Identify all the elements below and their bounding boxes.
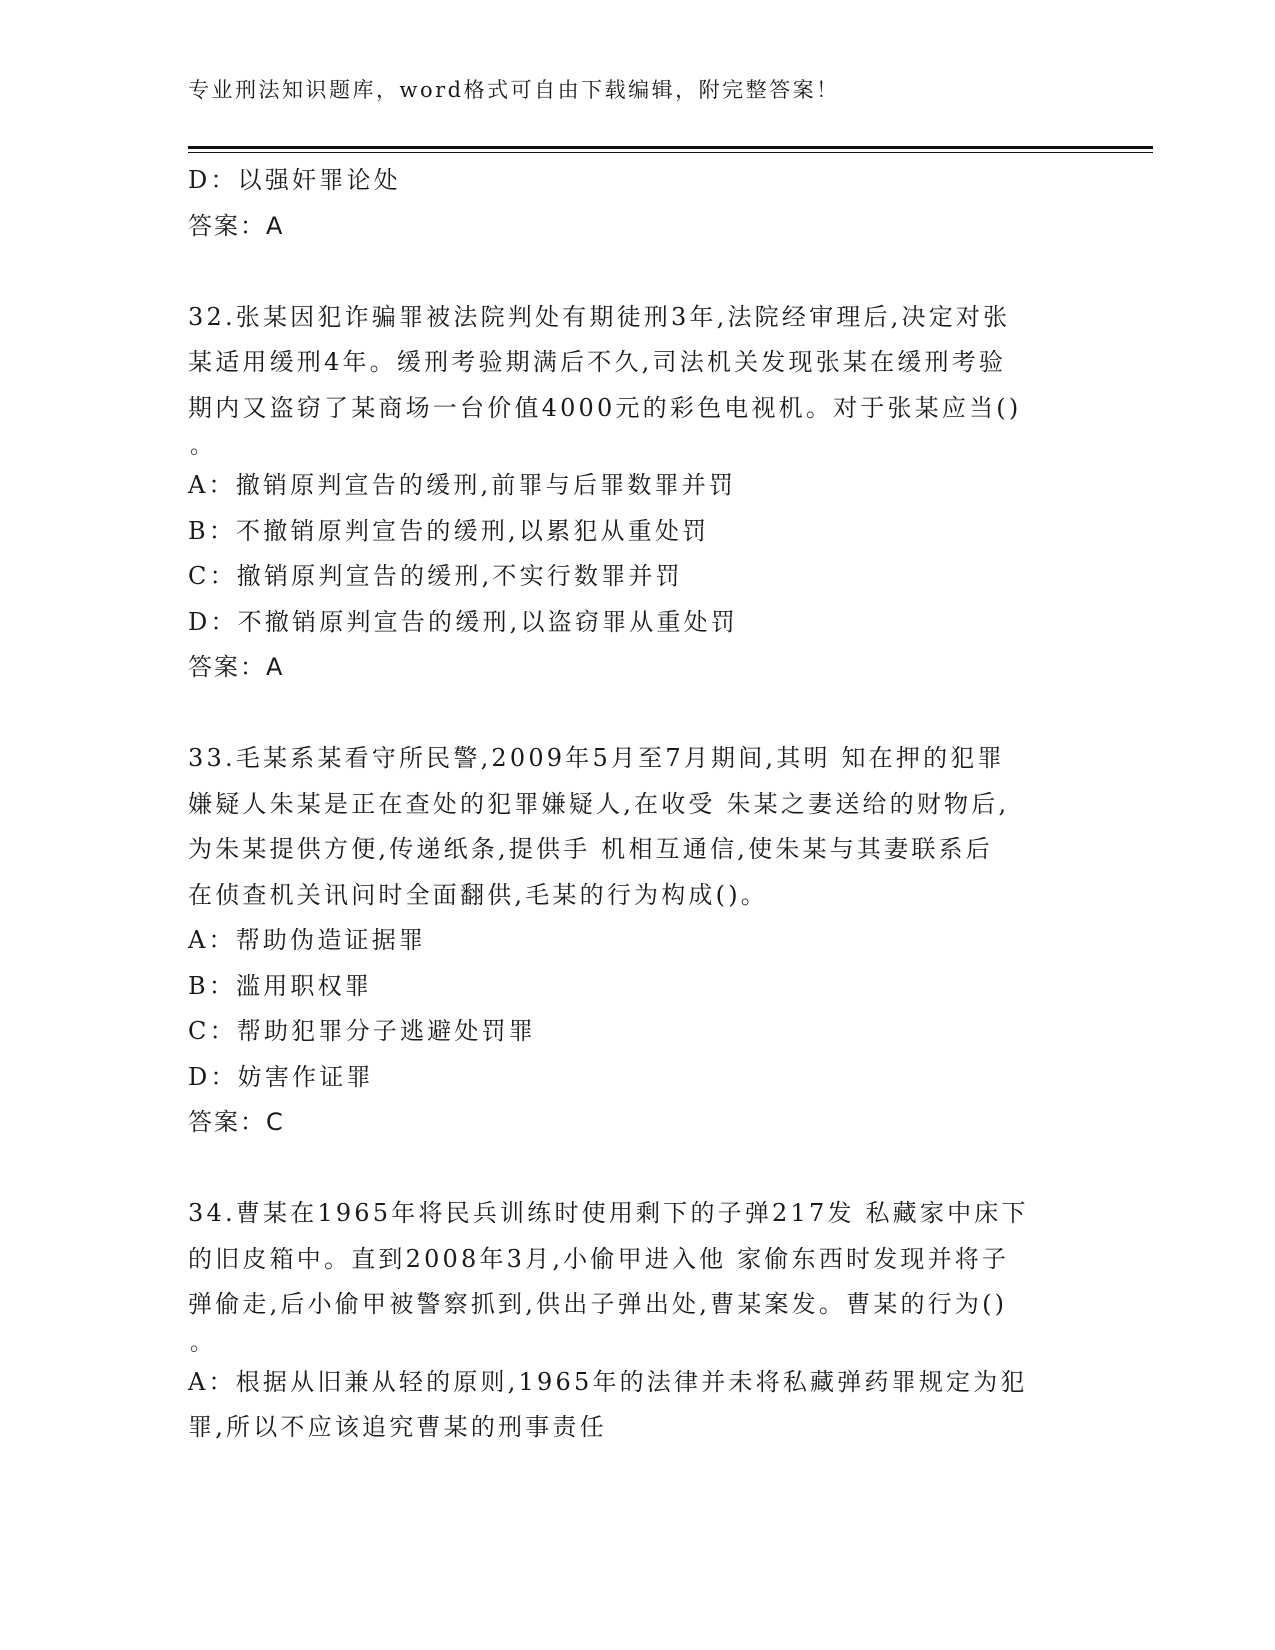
answer-line: 答案：A [188,653,285,681]
question-stem-line: 的旧皮箱中。直到2008年3月,小偷甲进入他 家偷东西时发现并将子 [188,1244,1010,1273]
question-stem-line: 弹偷走,后小偷甲被警察抓到,供出子弹出处,曹某案发。曹某的行为() [188,1290,1008,1318]
option-a: A：帮助伪造证据罪 [188,926,427,954]
question-stem-line: 在侦查机关讯问时全面翻供,毛某的行为构成()。 [188,880,768,909]
option-c: C：撤销原判宣告的缓刑,不实行数罪并罚 [188,562,683,590]
option-b: B：滥用职权罪 [188,971,373,1000]
question-stem-line: 期内又盗窃了某商场一台价值4000元的彩色电视机。对于张某应当() [188,393,1022,422]
question-stem-line: 32.张某因犯诈骗罪被法院判处有期徒刑3年,法院经审理后,决定对张 [188,302,1011,331]
option-a: A：撤销原判宣告的缓刑,前罪与后罪数罪并罚 [188,471,737,499]
question-33 [188,736,1088,1146]
option-d: D：不撤销原判宣告的缓刑,以盗窃罪从重处罚 [188,607,739,636]
option-a: A：根据从旧兼从轻的原则,1965年的法律并未将私藏弹药罪规定为犯 [188,1367,1028,1396]
question-stem-period: 。 [190,1330,213,1356]
option-d: D：妨害作证罪 [188,1062,374,1091]
header-rule-thick [188,146,1153,149]
question-stem-line: 34.曹某在1965年将民兵训练时使用剩下的子弹217发 私藏家中床下 [188,1199,1029,1227]
header-rule-thin [188,152,1153,153]
answer-line: 答案：A [188,211,285,240]
option-b: B：不撤销原判宣告的缓刑,以累犯从重处罚 [188,516,710,545]
question-list [188,158,1088,1451]
question-stem-line: 33.毛某系某看守所民警,2009年5月至7月期间,其明 知在押的犯罪 [188,744,1005,772]
question-stem-period: 。 [190,434,213,459]
option-a-continued: 罪,所以不应该追究曹某的刑事责任 [188,1413,607,1441]
option-d: D：以强奸罪论处 [188,166,401,194]
question-32 [188,295,1088,691]
answer-line: 答案：C [188,1108,285,1136]
question-stem-line: 某适用缓刑4年。缓刑考验期满后不久,司法机关发现张某在缓刑考验 [188,348,1007,376]
question-stem-line: 为朱某提供方便,传递纸条,提供手 机相互通信,使朱某与其妻联系后 [188,835,993,863]
prev-question-tail [188,158,1088,249]
option-c: C：帮助犯罪分子逃避处罚罪 [188,1017,536,1045]
page-header: 专业刑法知识题库，word格式可自由下载编辑，附完整答案！ [188,78,840,102]
question-stem-line: 嫌疑人朱某是正在查处的犯罪嫌疑人,在收受 朱某之妻送给的财物后, [188,789,1010,818]
question-34 [188,1191,1088,1451]
